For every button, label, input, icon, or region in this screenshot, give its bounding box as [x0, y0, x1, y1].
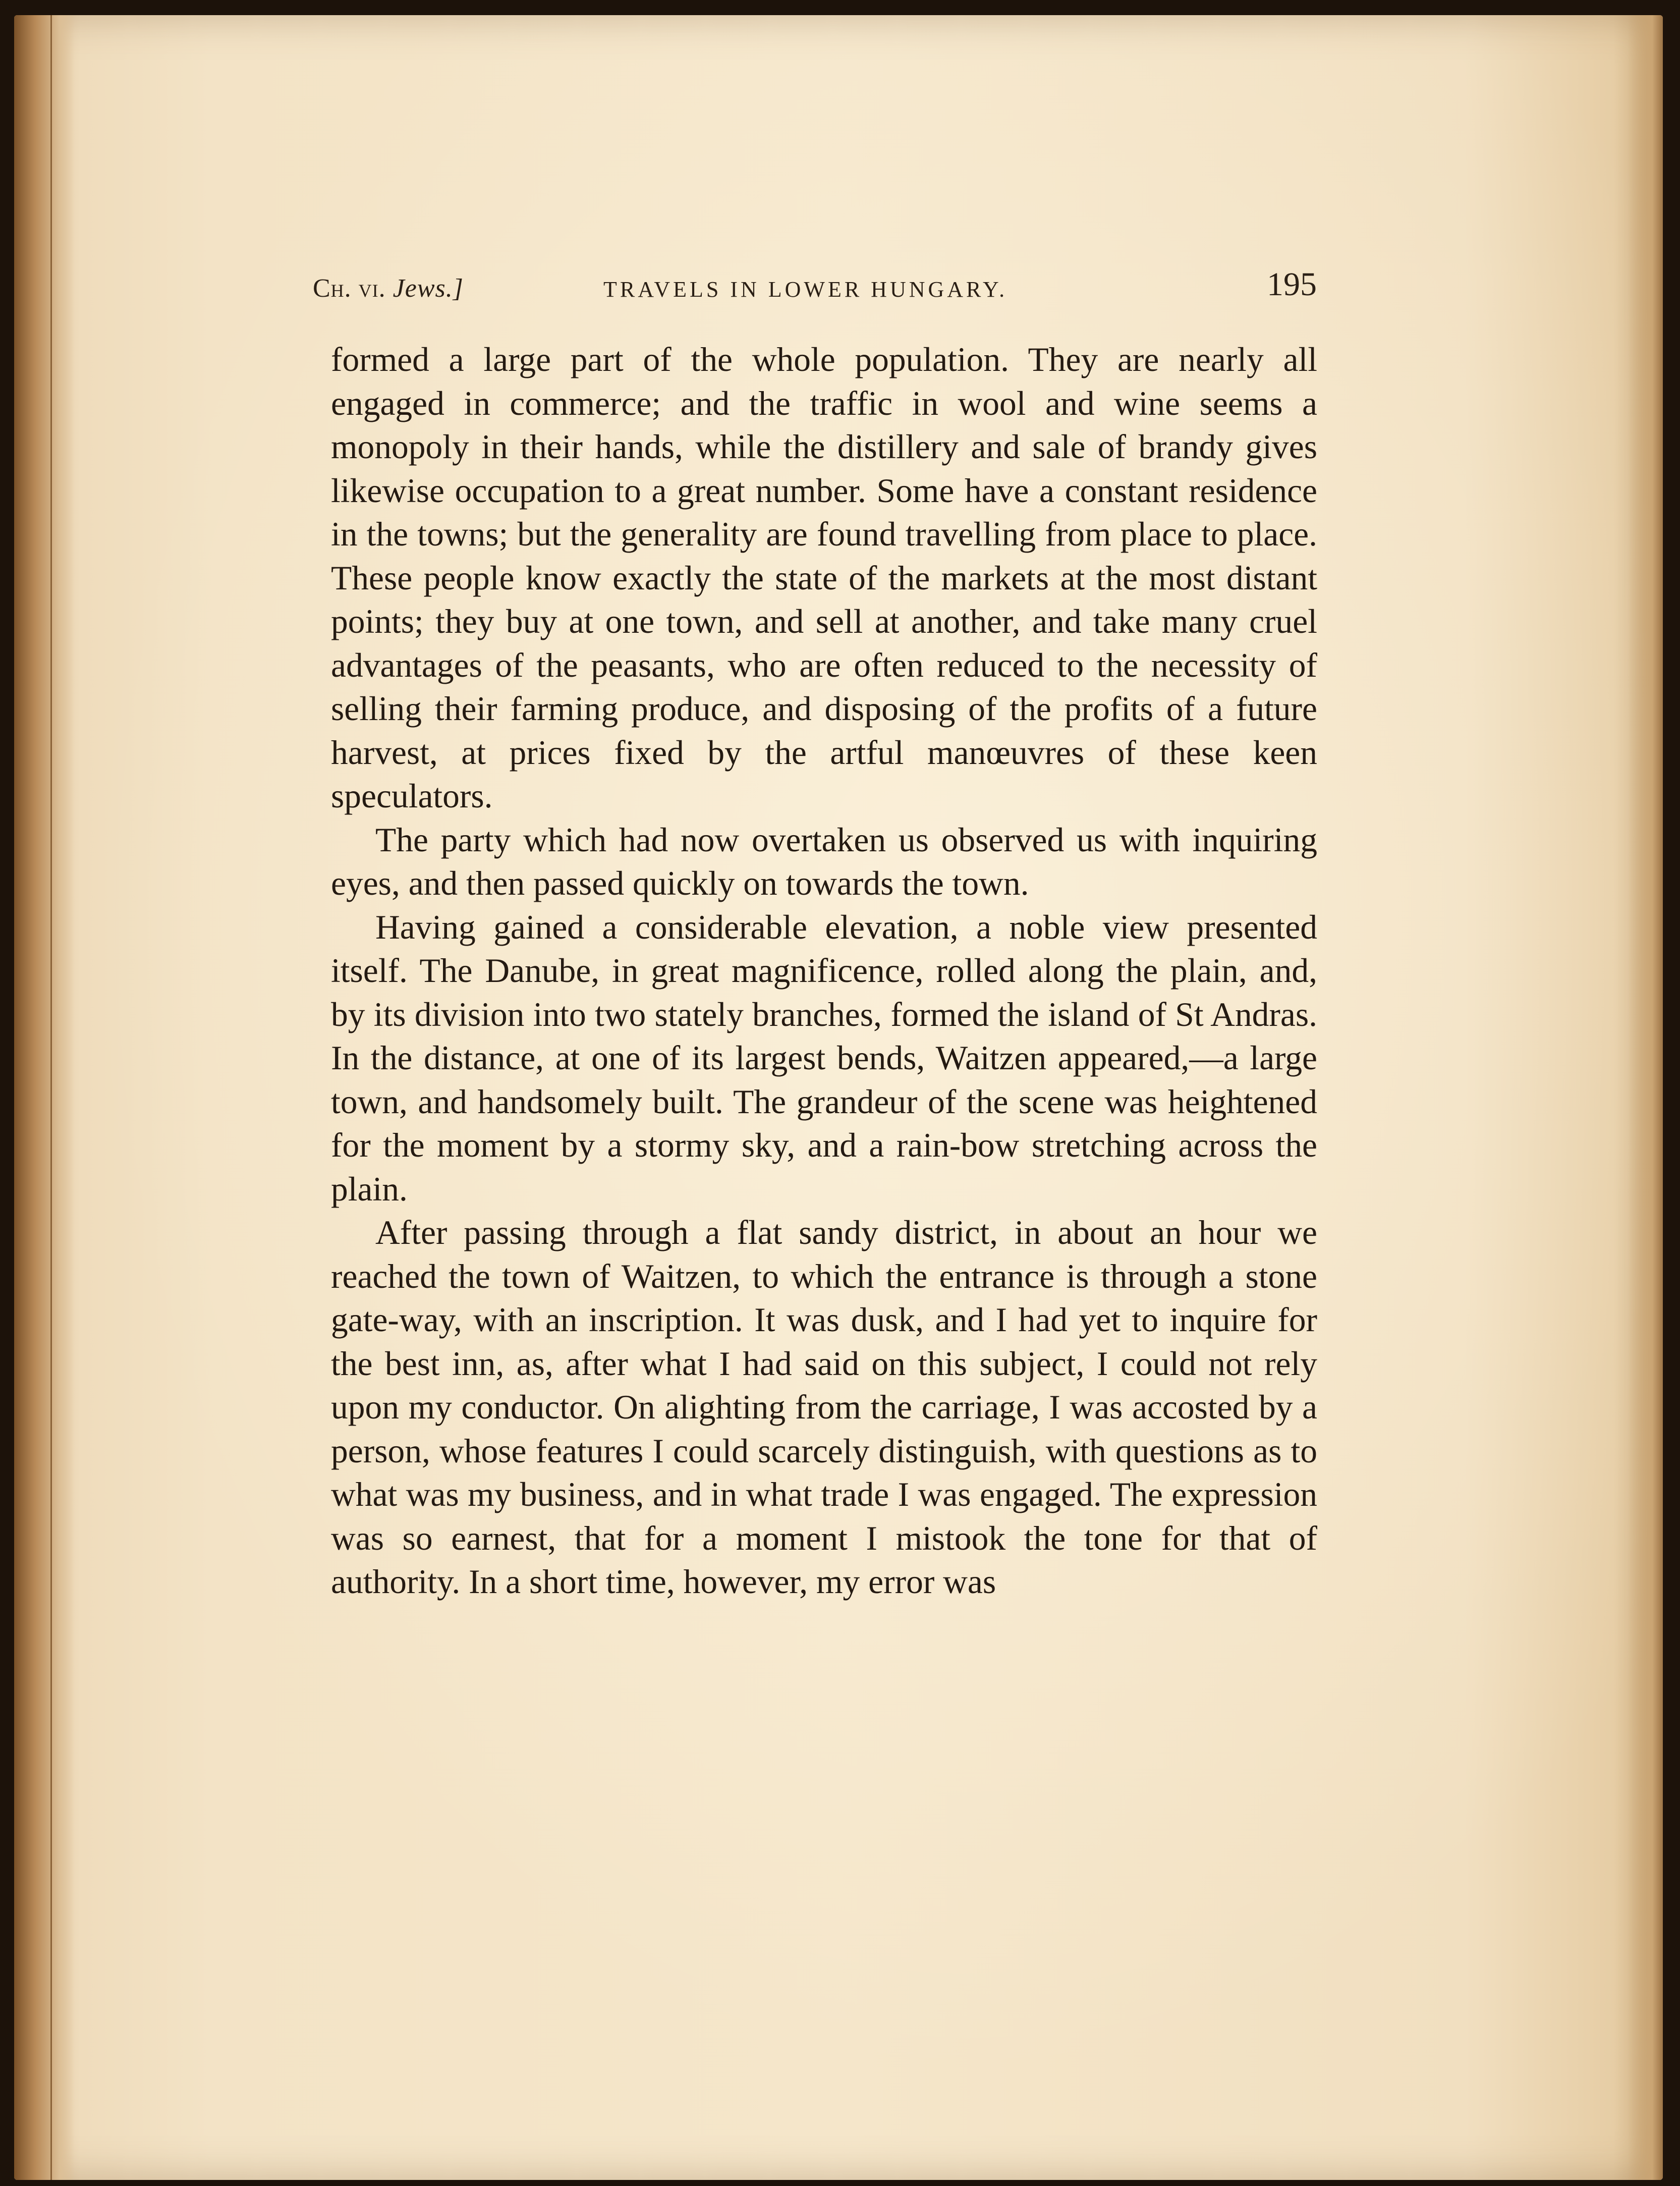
running-head-chapter	[313, 274, 464, 303]
running-head	[313, 265, 1317, 306]
paragraph: Having gained a considerable elevation, a noble view presented itself. The Danube, in great magnificence, rolled along the plain, and, by its division into two stately branches, formed the island of St Andras. In the distance, at one of its largest bends, Waitzen appeared,—a large town, and handsomely built. The grandeur of the scene was heightened for the moment by a stormy sky, and a rain-bow stretching across the plain.	[331, 908, 1317, 1208]
running-head-title: TRAVELS IN LOWER HUNGARY.	[603, 277, 1008, 302]
binding-line	[50, 15, 52, 2180]
page-number: 195	[1267, 266, 1317, 303]
page-gutter-shadow	[14, 15, 75, 2180]
book-page	[14, 15, 1663, 2180]
chapter-label: Ch. vi.	[313, 274, 386, 303]
page-edge-shadow	[1628, 15, 1663, 2180]
chapter-topic: Jews.]	[393, 274, 464, 303]
paragraph: After passing through a flat sandy district, in about an hour we reached the town of Waitzen, to which the entrance is through a stone gate-way, with an inscription. It was dusk, and I had yet to inquire for the best inn, as, after what I had said on this subject, I could not rely upon my conductor. On alighting from the carriage, I was accosted by a person, whose features I could scarcely distinguish, with questions as to what was my business, and in what trade I was engaged. The expression was so earnest, that for a moment I mistook the tone for that of authority. In a short time, however, my error was	[331, 1214, 1317, 1601]
body-text	[331, 338, 1317, 1604]
paragraph: The party which had now overtaken us observed us with inquiring eyes, and then passed quickly on towards the town.	[331, 821, 1317, 902]
paragraph: formed a large part of the whole population. They are nearly all engaged in commerce; and the traffic in wool and wine seems a monopoly in their hands, while the distillery and sale of brandy gives likewise occupation to a great number. Some have a constant residence in the towns; but the generality are found travelling from place to place. These people know exactly the state of the markets at the most distant points; they buy at one town, and sell at another, and take many cruel advantages of the peasants, who are often reduced to the necessity of selling their farming produce, and disposing of the profits of a future harvest, at prices fixed by the artful manœuvres of these keen speculators.	[331, 341, 1317, 815]
